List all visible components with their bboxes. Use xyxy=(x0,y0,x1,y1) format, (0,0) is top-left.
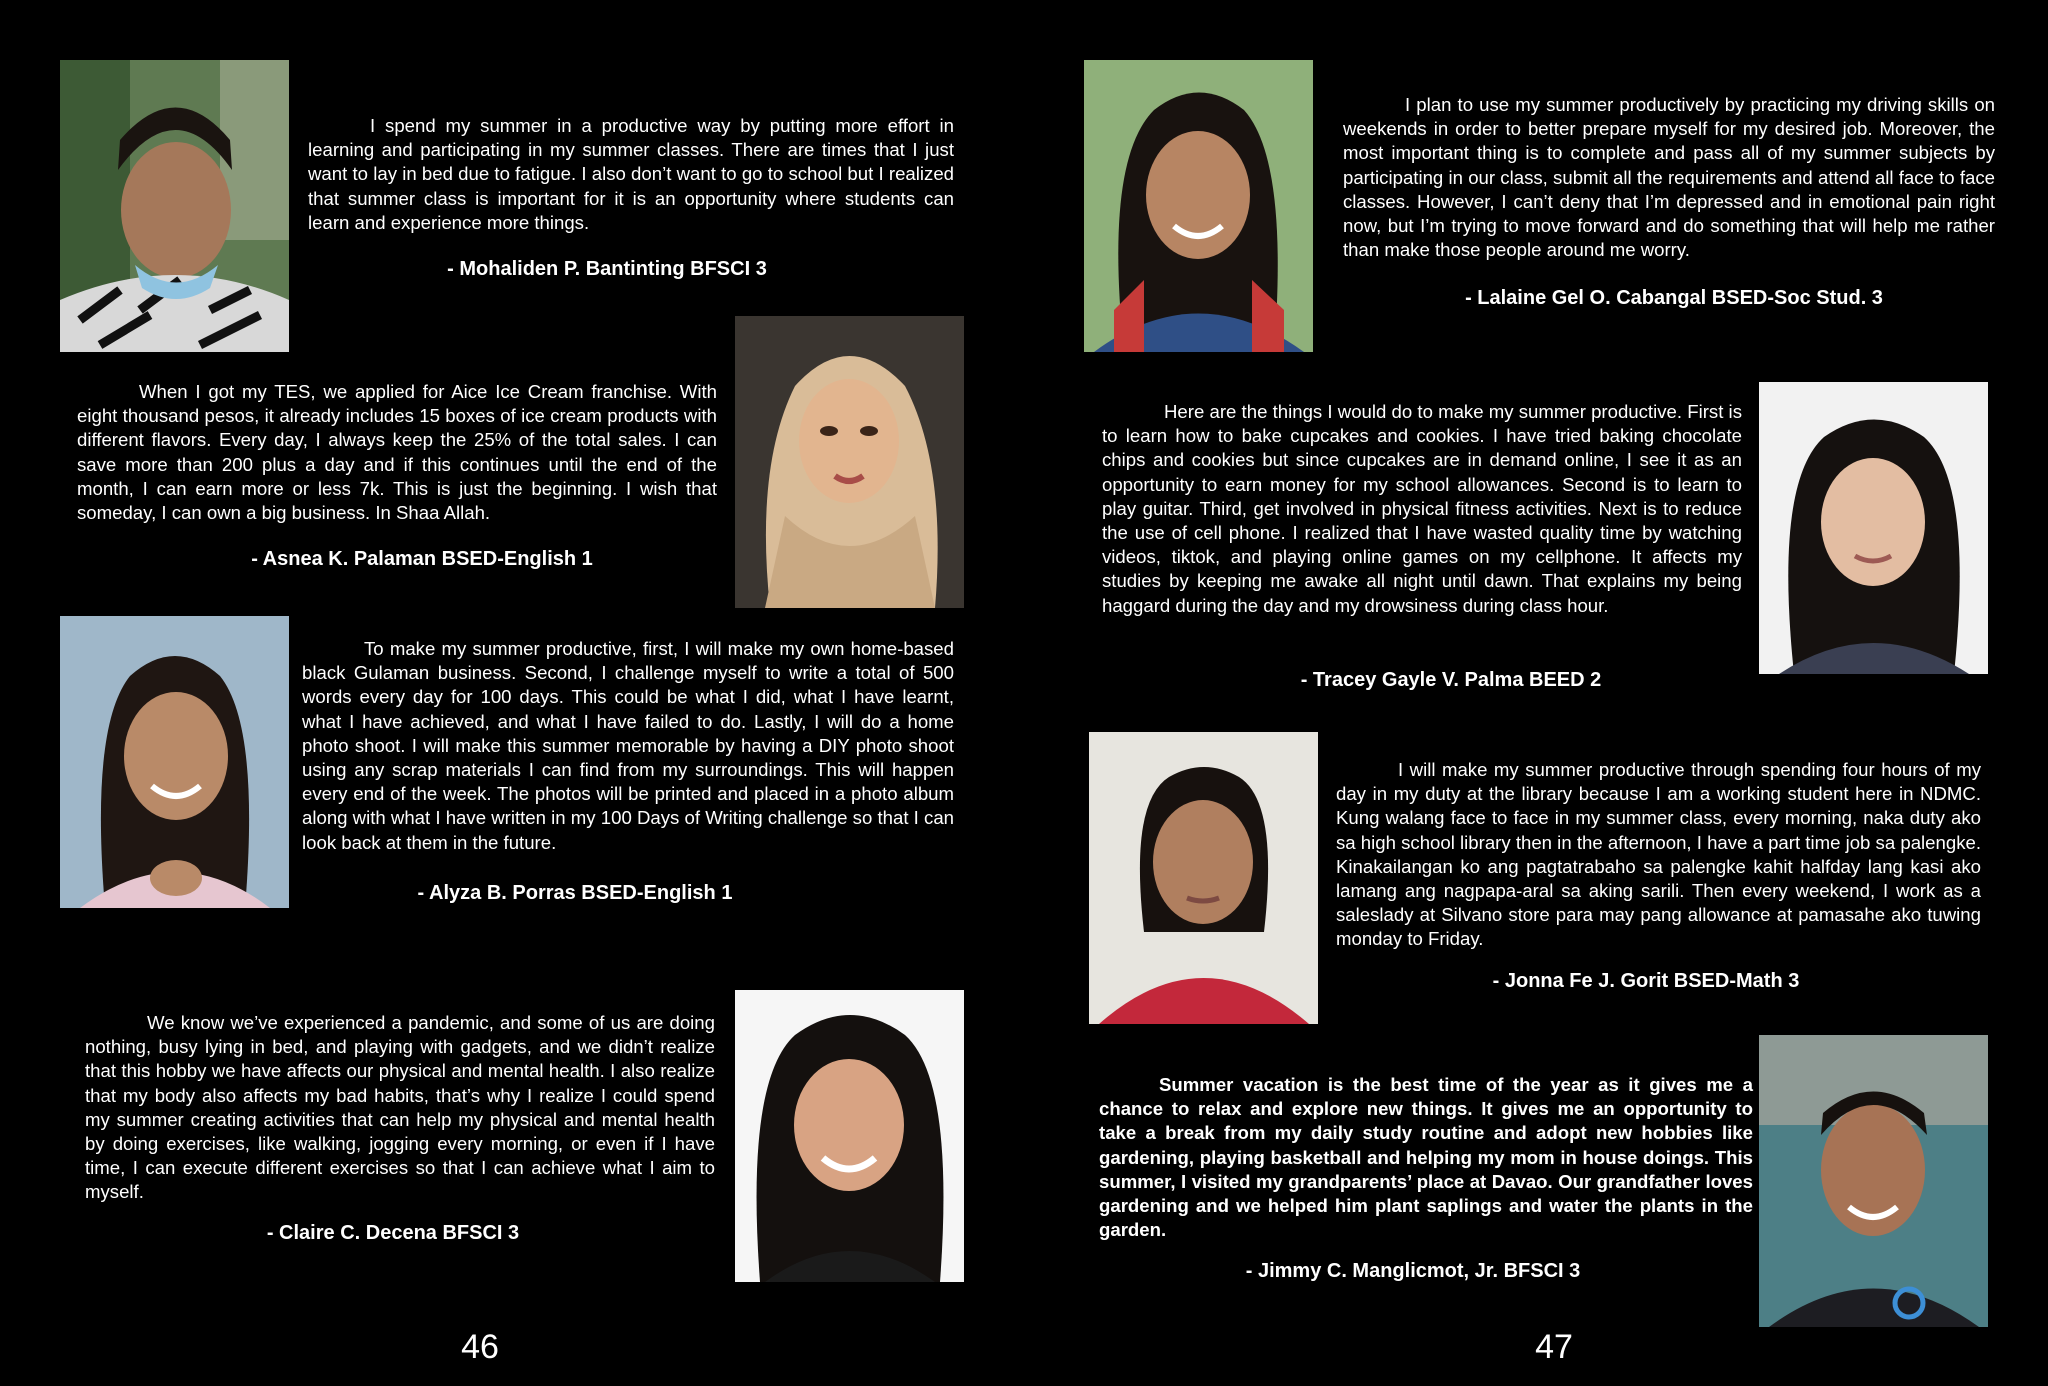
entry-text-asnea: When I got my TES, we applied for Aice Ice Cream franchise. With eight thousand pesos, it already includes 15 boxes of ice cream products with different flavors. Every day, I always keep the 25% of the total sales. I can save more than 200 plus a day and if this continues until the end of the month, I can earn more or less 7k. This is just the beginning. I wish that someday, I can own a big business. In Shaa Allah. xyxy=(77,381,717,524)
entry-text-tracey: Here are the things I would do to make my summer productive. First is to learn how to bake cupcakes and cookies. I have tried baking chocolate chips and cookies but since cupcakes are in demand online, I see it as an opportunity to earn money for my school allowances. Second is to learn to play guitar. Third, get involved in physical fitness activities. Next is to reduce the use of cell phone. I realized that I have wasted quality time by watching videos, tiktok, and playing online games on my cellphone. It affects my studies by keeping me awake all night until dawn. That explains my being haggard during the day and my drowsiness during class hour. xyxy=(1102,401,1742,616)
signature-lalaine: - Lalaine Gel O. Cabangal BSED-Soc Stud. 3 xyxy=(1465,287,1883,309)
entry-text-mohaliden: I spend my summer in a productive way by putting more effort in learning and participating in my summer classes. There are times that I just want to lay in bed due to fatigue. I also don’t want to go to school but I realized that summer class is important for it is an opportunity where students can learn and experience more things. xyxy=(308,115,954,233)
page-number-right: 47 xyxy=(1535,1328,1573,1366)
portrait-mohaliden xyxy=(60,60,289,352)
portrait-jimmy xyxy=(1759,1035,1988,1327)
signature-claire: - Claire C. Decena BFSCI 3 xyxy=(266,1222,520,1244)
entry-text-claire: We know we’ve experienced a pandemic, and some of us are doing nothing, busy lying in bed, and playing with gadgets, and we didn’t realize that this hobby we have affects our physical and mental health. I also realize that my body also affects my bad habits, that’s why I realize I could spend my summer creating activities that can help my physical and mental health by doing exercises, like walking, jogging every morning, or even if I have time, I can execute different exercises so that I can achieve what I aim to myself. xyxy=(85,1012,715,1203)
portrait-jonna xyxy=(1089,732,1318,1024)
portrait-claire xyxy=(735,990,964,1282)
portrait-asnea xyxy=(735,316,964,608)
signature-mohaliden: - Mohaliden P. Bantinting BFSCI 3 xyxy=(447,258,767,280)
signature-asnea: - Asnea K. Palaman BSED-English 1 xyxy=(251,548,593,570)
signature-jimmy: - Jimmy C. Manglicmot, Jr. BFSCI 3 xyxy=(1245,1260,1581,1282)
entry-text-jonna: I will make my summer productive through spending four hours of my day in my duty at the library because I am a working student here in NDMC. Kung walang face to face in my summer class, every morning, naka duty ako sa high school library then in the afternoon, I have a part time job sa palengke. Kinakailangan ko ang pagtatrabaho sa palengke kahit halfday lang kasi ako lamang ang nagpapa-aral sa aking sarili. Then every weekend, I work as a saleslady at Silvano store para may pang allowance at pamasahe ako tuwing monday to Friday. xyxy=(1336,759,1981,950)
entry-text-jimmy: Summer vacation is the best time of the year as it gives me a chance to relax and explore new things. It gives me an opportunity to take a break from my daily study routine and adopt new hobbies like gardening, playing basketball and helping my mom in house doings. This summer, I visited my grandparents’ place at Davao. Our grandfather loves gardening and we helped him plant saplings and water the plants in the garden. xyxy=(1099,1074,1753,1241)
entry-text-alyza: To make my summer productive, first, I will make my own home-based black Gulaman business. Second, I challenge myself to write a total of 500 words every day for 100 days. This could be what I did, what I have learnt, what I have achieved, and what I have failed to do. Lastly, I will do a home photo shoot. I will make this summer memorable by having a DIY photo shoot using any scrap materials I can find from my surroundings. This will happen every end of the week. The photos will be printed and placed in a photo album along with what I have written in my 100 Days of Writing challenge so that I can look back at them in the future. xyxy=(302,638,954,853)
entry-text-lalaine: I plan to use my summer productively by practicing my driving skills on weekends in order to better prepare myself for my desired job. Moreover, the most important thing is to complete and pass all of my summer subjects by participating in our class, submit all the requirements and attend all face to face classes. However, I can’t deny that I’m depressed and in emotional pain right now, but I’m trying to move forward and do something that will help me rather than make those people around me worry. xyxy=(1343,94,1995,261)
signature-jonna: - Jonna Fe J. Gorit BSED-Math 3 xyxy=(1492,970,1800,992)
page-number-left: 46 xyxy=(461,1328,499,1366)
signature-alyza: - Alyza B. Porras BSED-English 1 xyxy=(417,882,733,904)
signature-tracey: - Tracey Gayle V. Palma BEED 2 xyxy=(1300,669,1602,691)
portrait-alyza xyxy=(60,616,289,908)
portrait-tracey xyxy=(1759,382,1988,674)
portrait-lalaine xyxy=(1084,60,1313,352)
